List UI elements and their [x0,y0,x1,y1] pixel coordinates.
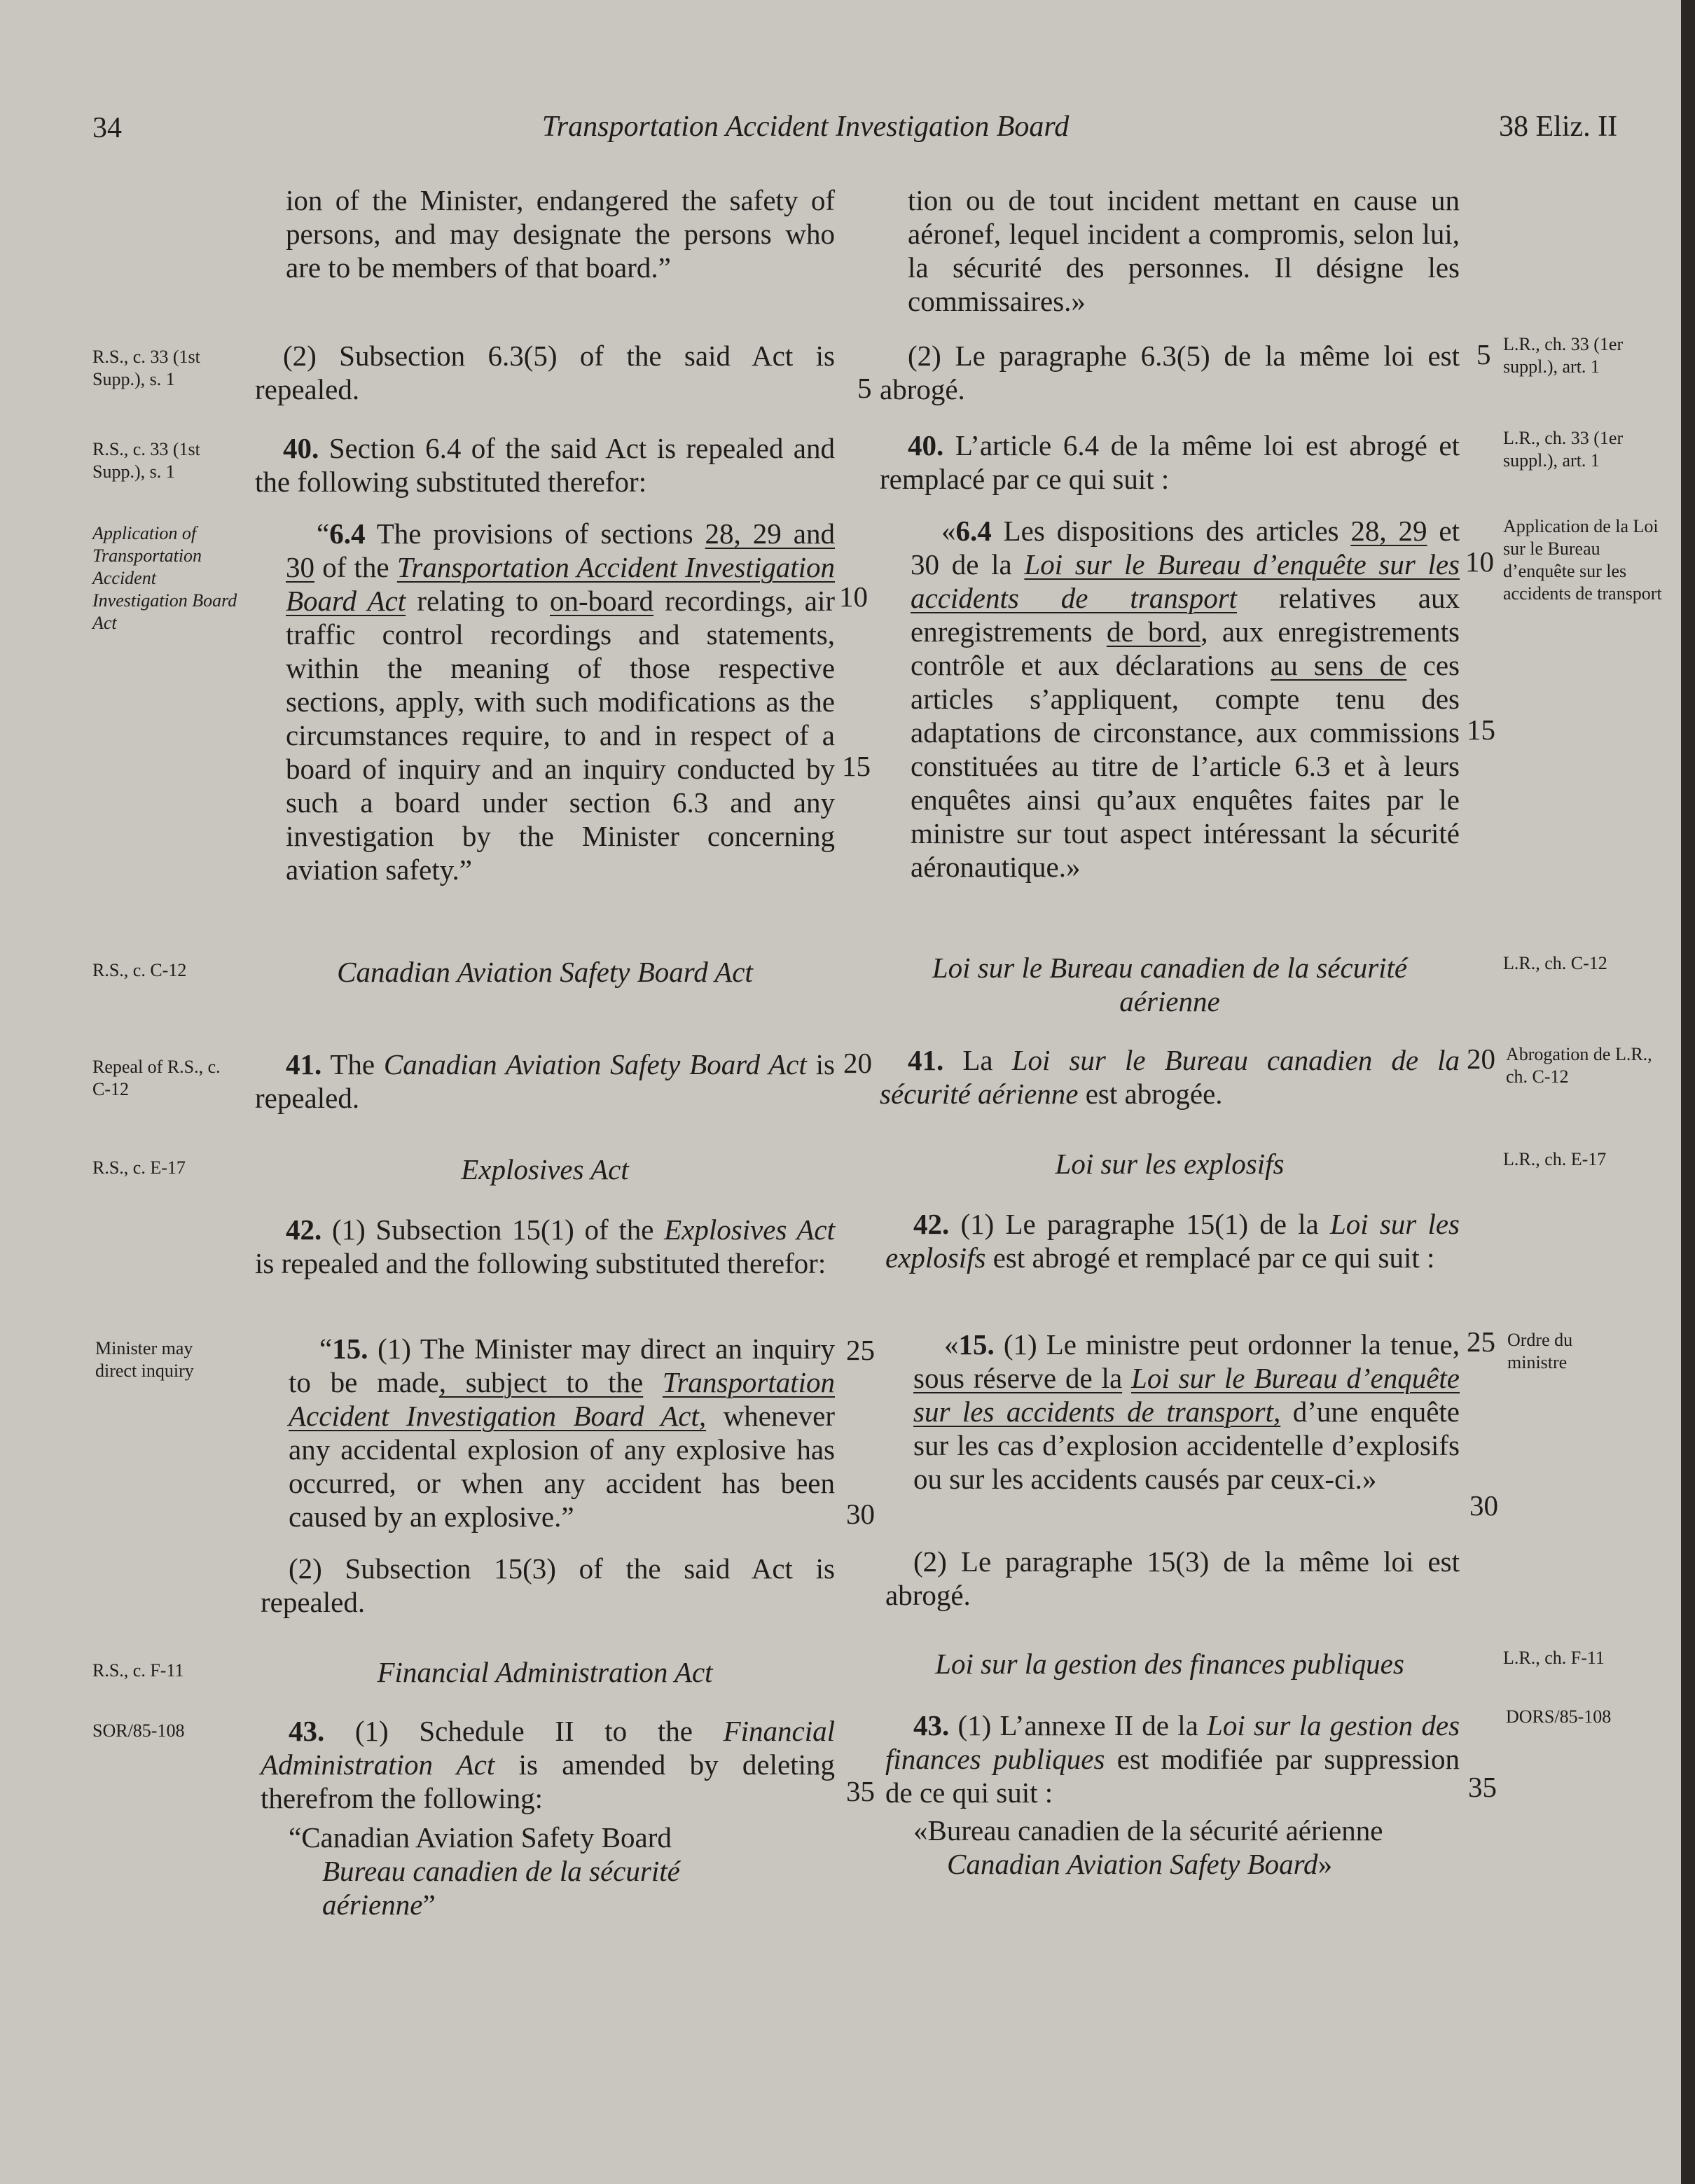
fr-schedule-entry-english-name: Canadian Aviation Safety Board [947,1848,1318,1880]
line-number-5-right: 5 [1476,338,1491,370]
en-section-41-act: Canadian Aviation Safety Board Act [383,1048,807,1080]
fr-section-42-text-b: est abrogé et remplacé par ce qui suit : [992,1241,1435,1274]
regnal-year: 38 Eliz. II [1499,111,1618,143]
fr-section-42-text-a: (1) Le paragraphe 15(1) de la [960,1208,1319,1240]
line-number-30: 30 [846,1498,875,1530]
margin-note-right-40-application: Application de la Loi sur le Bureau d’enquête sur les accidents de transport [1503,516,1662,604]
en-quote-onboard: on-board [549,585,653,617]
fr-section-41-text-a: La [962,1044,993,1076]
fr-quote-text-e: ces articles s’appliquent, compte tenu des adaptations de circonstance, aux commissions constituées au titre de l’article 6.3 et à leurs enquêtes ainsi qu’aux enquêtes faites par le ministre sur tout aspect intéressant la sécurité aéronautique.» [911,649,1460,883]
margin-note-right-casb: L.R., ch. C-12 [1503,953,1607,973]
en-section-41-text-b: is repealed. [255,1048,836,1114]
fr-quote-text-b: et 30 de la [911,515,1460,580]
en-continued-paragraph: ion of the Minister, endangered the safety of persons, and may designate the persons who are to be members of that board.” [286,184,835,284]
line-number-20-right: 20 [1467,1043,1495,1075]
line-number-35-right: 35 [1468,1771,1497,1803]
fr-section-41-number: 41. [908,1044,944,1076]
fr-quote-act-title: Loi sur le Bureau d’enquête sur les accidents de transport [911,548,1460,614]
fr-quote15-text-a: (1) Le ministre peut ordonner la tenue, [1003,1328,1460,1361]
fr-quote15-open: « [944,1328,959,1361]
fr-quote-text-a: Les dispositions des articles [1003,515,1339,547]
en-quote15-number: 15. [332,1333,368,1365]
margin-note-left-41: Repeal of R.S., c. C-12 [92,1057,221,1099]
en-section-43 [261,1714,835,1815]
fr-schedule-entry-line1: «Bureau canadien de la sécurité aérienne [913,1814,1383,1846]
fr-schedule-entry [913,1814,1446,1881]
fr-section-42-2: (2) Le paragraphe 15(3) de la même loi est abrogé. [885,1545,1460,1611]
fr-quote-de-bord: de bord [1106,615,1201,648]
line-number-10: 10 [839,580,868,613]
margin-note-left-casb: R.S., c. C-12 [92,960,187,980]
margin-note-left-financial: R.S., c. F-11 [92,1660,184,1681]
page-number: 34 [92,112,122,144]
line-number-35: 35 [846,1775,875,1807]
fr-section-6-4-quote [911,514,1460,884]
line-number-5: 5 [857,372,872,404]
en-schedule-entry-close: ” [422,1889,436,1921]
en-section-40 [255,431,835,499]
margin-note-right-financial: L.R., ch. F-11 [1503,1648,1605,1668]
fr-section-43-number: 43. [913,1709,950,1741]
margin-note-left-39-2: R.S., c. 33 (1st Supp.), s. 1 [92,347,200,389]
en-section-43-text-a: (1) Schedule II to the [354,1715,693,1747]
page-edge-shadow [1681,0,1695,2184]
fr-section-15-quote [913,1328,1460,1496]
margin-note-left-43: SOR/85-108 [92,1720,185,1741]
fr-section-43 [885,1709,1460,1809]
en-heading-explosives: Explosives Act [461,1153,629,1185]
line-number-25-right: 25 [1467,1326,1495,1358]
line-number-15-right: 15 [1467,714,1495,746]
fr-quote-open: « [941,515,956,547]
en-section-41-text-a: The [330,1048,375,1080]
line-number-25: 25 [846,1334,875,1366]
fr-quote15-subject: sous réserve de la [913,1362,1123,1394]
fr-schedule-entry-line2 [913,1847,1446,1881]
en-quote-section-number: 6.4 [329,517,366,550]
en-quote-text-a: The provisions of sections [376,517,693,550]
fr-section-39-2: (2) Le paragraphe 6.3(5) de la même loi est abrogé. [880,340,1460,405]
fr-heading-explosives: Loi sur les explosifs [1055,1148,1285,1180]
en-schedule-entry-french-name: Bureau canadien de la sécurité aérienne [322,1855,680,1921]
margin-note-right-explosives: L.R., ch. E-17 [1503,1149,1607,1169]
fr-section-40 [880,429,1460,496]
line-number-10-right: 10 [1465,545,1494,578]
en-schedule-entry-line1: “Canadian Aviation Safety Board [289,1821,672,1853]
en-schedule-entry-line2 [289,1854,714,1921]
en-quote15-subject: , subject to the [438,1366,644,1398]
en-schedule-entry [289,1821,807,1921]
line-number-30-right: 30 [1469,1489,1498,1522]
line-number-15: 15 [842,750,871,782]
en-section-42-number: 42. [286,1213,322,1246]
en-quote-sections-underlined: 28, 29 and 30 [286,517,835,583]
fr-section-40-number: 40. [908,429,944,461]
en-section-42-text-b: is repealed and the following substituted therefor: [255,1247,826,1279]
en-heading-casb: Canadian Aviation Safety Board Act [337,956,753,988]
fr-continued-paragraph: tion ou de tout incident mettant en cause un aéronef, lequel incident a compromis, selon lui, la sécurité des personnes. Il désigne les commissaires.» [908,184,1460,317]
en-section-43-act: Financial Administration Act [261,1715,835,1781]
en-quote-text-c: relating to [417,585,539,617]
en-section-42-2: (2) Subsection 15(3) of the said Act is repealed. [261,1552,835,1618]
fr-section-43-text-a: (1) L’annexe II de la [957,1709,1198,1741]
en-section-39-2: (2) Subsection 6.3(5) of the said Act is repealed. [255,340,835,405]
en-quote-act-title: Transportation Accident Investigation Board Act [286,551,836,617]
en-section-6-4-quote [286,517,835,886]
fr-section-41-text-b: est abrogée. [1085,1078,1223,1110]
fr-heading-casb: Loi sur le Bureau canadien de la sécurité aérienne [932,952,1408,1017]
margin-note-right-41: Abrogation de L.R., ch. C-12 [1506,1044,1652,1087]
en-section-42-act: Explosives Act [664,1213,836,1246]
en-section-40-text: Section 6.4 of the said Act is repealed and the following substituted therefor: [255,432,835,498]
margin-note-right-40: L.R., ch. 33 (1er suppl.), art. 1 [1503,428,1624,471]
margin-note-left-40: R.S., c. 33 (1st Supp.), s. 1 [92,439,200,482]
margin-note-right-43: DORS/85-108 [1506,1706,1612,1727]
fr-quote-au-sens: au sens de [1271,649,1407,681]
fr-section-41-act: Loi sur le Bureau canadien de la sécurité aérienne [880,1044,1460,1110]
margin-note-right-42: Ordre du ministre [1507,1330,1573,1372]
en-quote-text-b: of the [322,551,389,583]
en-quote15-text-a: (1) The Minister may direct an inquiry to be made [289,1333,836,1398]
fr-quote15-text-b: d’une enquête sur les cas d’explosion accidentelle d’explosifs ou sur les accidents causés par ceux-ci.» [913,1396,1460,1495]
fr-section-41 [880,1043,1460,1111]
en-quote15-open: “ [319,1333,333,1365]
fr-quote15-number: 15. [958,1328,995,1361]
fr-section-42-act: Loi sur les explosifs [885,1208,1460,1274]
fr-quote15-act: Loi sur le Bureau d’enquête sur les accidents de transport, [913,1362,1460,1428]
fr-heading-financial: Loi sur la gestion des finances publiques [935,1648,1404,1680]
margin-note-left-42: Minister may direct inquiry [95,1338,194,1381]
en-section-43-text-b: is amended by deleting therefrom the following: [261,1748,835,1814]
fr-schedule-entry-close: » [1317,1848,1333,1880]
fr-section-42 [885,1207,1460,1274]
running-title: Transportation Accident Investigation Board [541,111,1070,143]
en-quote-open: “ [317,517,330,550]
fr-section-43-act: Loi sur la gestion des finances publiques [885,1709,1460,1775]
en-quote15-act: Transportation Accident Investigation Board Act, [289,1366,835,1432]
fr-section-40-text: L’article 6.4 de la même loi est abrogé et remplacé par ce qui suit : [880,429,1460,495]
margin-note-right-39-2: L.R., ch. 33 (1er suppl.), art. 1 [1503,334,1624,377]
en-section-42 [255,1213,835,1280]
en-quote15-text-b: whenever any accidental explosion of any explosive has occurred, or when any accident has been caused by an explosive.” [289,1400,835,1533]
fr-quote-text-c: relatives aux enregistrements [911,582,1460,648]
fr-section-42-number: 42. [913,1208,950,1240]
en-section-41-number: 41. [286,1048,322,1080]
en-heading-financial: Financial Administration Act [377,1656,713,1688]
fr-quote-sections-underlined: 28, 29 [1350,515,1427,547]
margin-note-left-40-application: Application of Transportation Accident Investigation Board Act [92,523,237,633]
en-section-40-number: 40. [283,432,319,464]
en-section-41 [255,1048,835,1115]
en-quote-text-d: recordings, air traffic control recordings and statements, within the meaning of those respective sections, apply, with such modifications as the circumstances require, to and in respect of a board of inquiry and an inquiry conducted by such a board under section 6.3 and any investigation by the Minister concerning aviation safety.” [286,585,836,886]
fr-quote-text-d: , aux enregistrements contrôle et aux déclarations [911,615,1460,681]
fr-section-43-text-b: est modifiée par suppression de ce qui suit : [885,1743,1460,1809]
line-number-20: 20 [843,1047,872,1079]
en-section-43-number: 43. [289,1715,325,1747]
margin-note-left-explosives: R.S., c. E-17 [92,1157,186,1178]
en-section-15-quote [289,1332,835,1533]
fr-quote-section-number: 6.4 [955,515,992,547]
en-section-42-text-a: (1) Subsection 15(1) of the [331,1213,654,1246]
